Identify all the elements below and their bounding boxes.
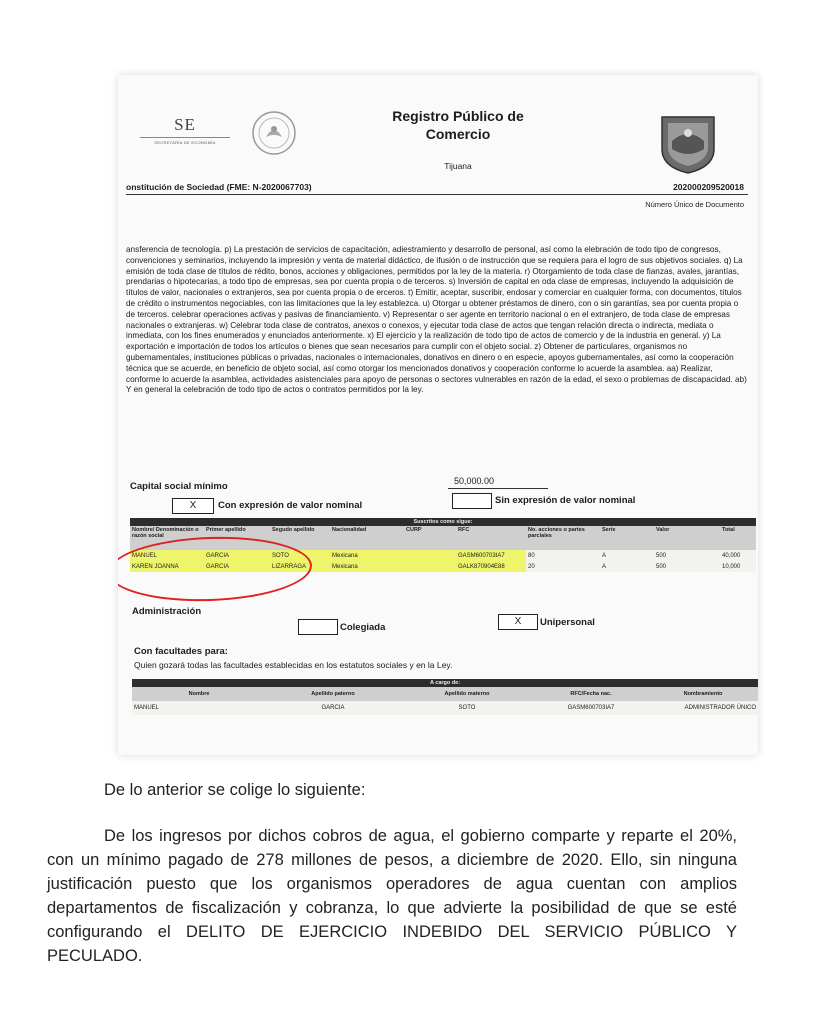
scanned-document	[118, 75, 758, 755]
capital-value: 50,000.00	[454, 476, 495, 486]
col-header: RFC/Fecha nac.	[534, 687, 648, 701]
nominal-label: Con expresión de valor nominal	[218, 500, 363, 511]
se-logo-text: SE	[174, 115, 196, 134]
col-header: Apellido paterno	[266, 687, 400, 701]
col-header: Nacionalidad	[330, 526, 404, 550]
col-header: No. acciones o partes parciales	[526, 526, 600, 550]
table-row: MANUEL GARCIA SOTO Mexicana GASM600703IA7 80 A 500 40,000	[130, 550, 756, 561]
table-row: KAREN JOANNA GARCIA LIZARRAGA Mexicana GALK870904E88 20 A 500 10,000	[130, 561, 756, 572]
document-title: Registro Público de Comercio	[392, 108, 524, 142]
col-header: Total	[720, 526, 756, 550]
administration-label: Administración	[132, 606, 202, 617]
col-header: Apellido materno	[400, 687, 534, 701]
state-seal-icon	[658, 111, 718, 175]
document-number: 202000209520018	[673, 182, 744, 192]
se-logo	[140, 115, 230, 145]
col-header: Valor	[654, 526, 720, 550]
unipersonal-checkbox: X	[498, 614, 538, 630]
faculties-description: Quien gozará todas las facultades establecidas en los estatutos sociales y en la Ley.	[134, 660, 453, 670]
subscribers-band: Suscritos como sigue:	[130, 518, 756, 526]
faculties-label: Con facultades para:	[134, 646, 228, 657]
paragraph-intro: De lo anterior se colige lo siguiente:	[104, 781, 366, 799]
faculties-band: A cargo de:	[132, 679, 758, 687]
col-header: Nombre	[132, 687, 266, 701]
colegiada-label: Colegiada	[340, 622, 386, 633]
header-rule	[126, 194, 748, 195]
col-header: Primer apellido	[204, 526, 270, 550]
document-number-label: Número Único de Documento	[645, 200, 744, 209]
national-seal-icon	[250, 109, 298, 157]
se-logo-subtext: SECRETARÍA DE ECONOMÍA	[154, 140, 216, 145]
col-header: Serie	[600, 526, 654, 550]
capital-label: Capital social mínimo	[130, 481, 228, 492]
col-header: RFC	[456, 526, 526, 550]
nominal-checkbox: X	[172, 498, 214, 514]
col-header: CURP	[404, 526, 456, 550]
col-header: Nombramiento	[648, 687, 758, 701]
paragraph-body: De los ingresos por dichos cobros de agua, el gobierno comparte y reparte el 20%, con un mínimo pagado de 278 millones de pesos, a diciembre de 2020. Ello, sin ninguna justificación puesto que los organismos operadores de agua cuentan con amplios departamentos de fiscalización y cobranza, lo que advierte la posibilidad de que se esté configurando el DELITO DE EJERCICIO INDEBIDO DEL SERVICIO PÚBLICO Y PECULADO.	[47, 827, 737, 965]
colegiada-checkbox	[298, 619, 338, 635]
capital-rule	[448, 488, 548, 489]
faculties-table	[132, 679, 758, 715]
unipersonal-label: Unipersonal	[540, 617, 595, 628]
city-label: Tijuana	[444, 161, 472, 171]
corporate-purpose-text: ansferencia de tecnología. p) La prestación de servicios de capacitación, adiestramiento y desarrollo de personal, así como la elebración de todo tipo de congresos, convenciones y seminarios, incluyendo la impresión y venta de material didáctico, de ifusión o de instrucción que se requiera para el logro de sus objetivos sociales. q) La emisión de toda clase de títulos de rédito, bonos, acciones y obligaciones, permitidos por la ley de la materia. r) Otorgamiento de toda clase de fianzas, avales, jarantías, prendarias o hipotecarias, a todo tipo de empresas, sea por cuenta propia o de terceros. s) Inversión de capital en oda clase de empresas, incluyendo la adquisición de títulos de valor, nacionales o extranjeros, sea por cuenta propia o de erceros. t) Emitir, aceptar, suscribir, endosar y comerciar en cualquier forma, con documentos, títulos de crédito o instrumentos negociables, con las limitaciones que la ley establezca. u) Otorgar u obtener préstamos de dinero, con o sin garantías, sea por cuenta propia o de terceros. celebrar operaciones activas y pasivas de financiamiento. v) Representar o ser agente en territorio nacional o en el extranjero, de toda clase de empresas nacionales o extranjeras. w) Celebrar toda clase de contratos, anexos o conexos, y ejecutar toda clase de actos que tengan relación directa o indirecta, mediata o inmediata, con los fines enumerados y enunciados anteriormente. x) El ejercicio y la realización de todo tipo de actos de comercio y de la industria en general. y) La exportación e importación de todos los artículos o bienes que sean necesarios para cumplir con el objeto social. z) Obtener de particulares, organismos no gubernamentales, instituciones públicas o privadas, nacionales o internacionales, donativos en dinero o en especie, apoyos gubernamentales, así como la cooperación técnica que se acuerde, en beneficio de objeto social, así como otorgar los mencionados donativos y cooperación conforme lo acuerde la asamblea. aa) Realizar, conforme lo acuerde la asamblea, actividades asistenciales para apoyo de personas o sectores vulnerables en razón de la edad, el sexo o problemas de discapacidad. ab) Y en general la celebración de todo tipo de actos o contratos permitidos por la ley.	[126, 245, 747, 395]
act-title: onstitución de Sociedad (FME: N-2020067703)	[126, 182, 312, 192]
table-row: MANUEL GARCIA SOTO GASM600703IA7 ADMINISTRADOR ÚNICO	[132, 701, 758, 715]
col-header: Nombre/ Denominación o razón social	[130, 526, 204, 550]
sin-nominal-label: Sin expresión de valor nominal	[495, 495, 636, 506]
sin-nominal-checkbox	[452, 493, 492, 509]
col-header: Segudo apellido	[270, 526, 330, 550]
